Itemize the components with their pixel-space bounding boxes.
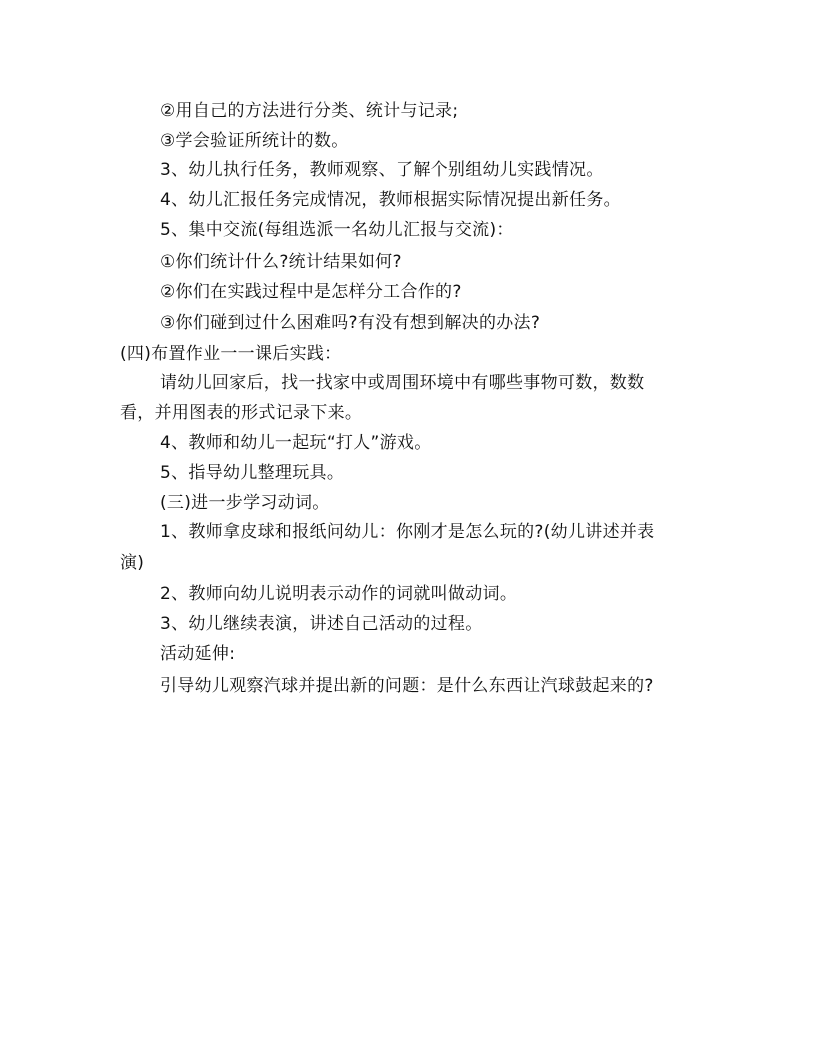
text-line: 4、幼儿汇报任务完成情况，教师根据实际情况提出新任务。	[160, 190, 621, 210]
section-heading: (四)布置作业一一课后实践：	[120, 344, 342, 364]
text-line: 引导幼儿观察汽球并提出新的问题：是什么东西让汽球鼓起来的?	[160, 676, 654, 696]
text-line: 3、幼儿执行任务，教师观察、了解个别组幼儿实践情况。	[160, 160, 604, 180]
text-line: ②你们在实践过程中是怎样分工合作的?	[160, 282, 462, 302]
text-line: 5、集中交流(每组选派一名幼儿汇报与交流)：	[160, 220, 514, 240]
text-line: 请幼儿回家后，找一找家中或周围环境中有哪些事物可数，数数	[160, 373, 645, 393]
section-heading: (三)进一步学习动词。	[160, 493, 330, 513]
text-line: 5、指导幼儿整理玩具。	[160, 463, 345, 483]
text-line: ③你们碰到过什么困难吗?有没有想到解决的办法?	[160, 313, 541, 333]
text-line: 3、幼儿继续表演，讲述自己活动的过程。	[160, 614, 483, 634]
text-line: 看，并用图表的形式记录下来。	[120, 403, 363, 423]
text-line: 2、教师向幼儿说明表示动作的词就叫做动词。	[160, 584, 518, 604]
text-line: 1、教师拿皮球和报纸问幼儿：你刚才是怎么玩的?(幼儿讲述并表	[160, 522, 655, 542]
text-line: 4、教师和幼儿一起玩“打人”游戏。	[160, 433, 432, 453]
text-line: 活动延伸:	[160, 644, 236, 664]
text-line: ①你们统计什么?统计结果如何?	[160, 252, 402, 272]
text-line: ②用自己的方法进行分类、统计与记录;	[160, 101, 459, 121]
text-line: ③学会验证所统计的数。	[160, 131, 349, 151]
text-line: 演)	[120, 553, 145, 573]
